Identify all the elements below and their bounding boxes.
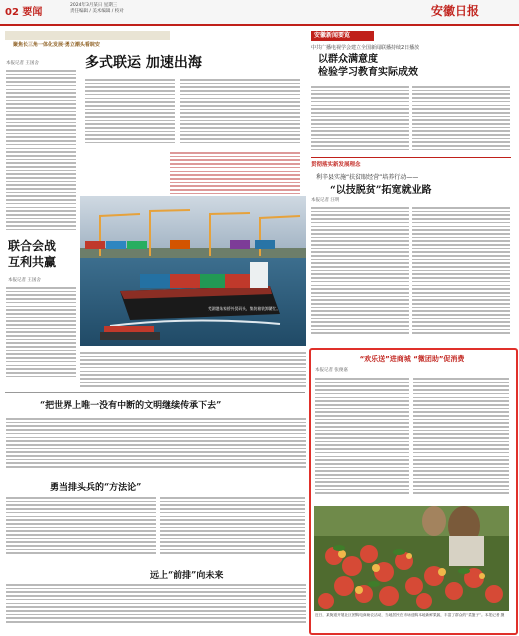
right-top-headline: 以群众满意度 检验学习教育实际成效 bbox=[318, 54, 418, 78]
page-number: 02 要闻 bbox=[5, 7, 43, 18]
masthead-bar bbox=[0, 0, 519, 26]
fruit-photo-caption: 近日，某街道开展社区团购电商助农活动，当地居民在市场选购本地新鲜果蔬，丰富了群众的“菜篮子”。本报记者 摄 bbox=[315, 613, 505, 617]
date-line: 2024年3月某日 星期三 责任编辑 / 美术编辑 / 校对 bbox=[70, 3, 124, 14]
bottom-headline-2: 远上“前排”向未来 bbox=[150, 571, 224, 581]
main-story-col2 bbox=[85, 77, 175, 147]
sub-byline-1: 本报记者 王国舍 bbox=[8, 278, 41, 283]
right-mid-byline: 本报记者 汪明 bbox=[311, 198, 340, 203]
main-story-column bbox=[6, 68, 76, 238]
quote-block bbox=[170, 150, 300, 198]
right-brief-item: 中共广播电视学会建立全国新闻联播持续2日播放 bbox=[311, 45, 420, 51]
top-banner: 聚焦长三角一体化发展·勇立潮头看皖安 bbox=[5, 31, 170, 40]
featured-byline: 本报记者 张俊嘉 bbox=[315, 368, 348, 373]
featured-col2 bbox=[413, 376, 509, 504]
main-headline: 多式联运 加速出海 bbox=[85, 55, 202, 71]
fruit-market-photo bbox=[314, 506, 509, 611]
right-mid-headline: “以技脱贫”拓宽就业路 bbox=[330, 185, 432, 196]
featured-col1 bbox=[315, 376, 409, 504]
main-story-col3 bbox=[180, 77, 300, 147]
main-byline: 本报记者 王国舍 bbox=[6, 61, 39, 66]
right-section-label: 安徽新闻要览 bbox=[311, 31, 374, 41]
bottom-left-tail bbox=[6, 582, 306, 632]
port-photo bbox=[80, 196, 306, 346]
sub-story-1-col1 bbox=[6, 285, 76, 385]
mid-wide-headline: “把世界上唯一没有中断的文明继续传承下去” bbox=[40, 401, 222, 411]
mid-wide-cols bbox=[6, 416, 306, 476]
bottom-left-col1 bbox=[6, 495, 156, 565]
right-mid-col1 bbox=[311, 205, 409, 343]
bottom-headline-1: 勇当排头兵的“方法论” bbox=[50, 483, 142, 493]
sub-headline-1: 联合会战 互利共赢 bbox=[8, 239, 57, 269]
featured-headline: “欢乐送”进商城 “微团助”促消费 bbox=[359, 355, 465, 363]
right-mid-col2 bbox=[412, 205, 510, 343]
right-top-col2 bbox=[412, 84, 510, 154]
newspaper-logo: 安徽日报 bbox=[430, 4, 479, 18]
right-mid-label: 贯彻落实新发展理念 bbox=[311, 162, 361, 168]
bottom-left-col2 bbox=[160, 495, 305, 565]
sub-story-1-cols bbox=[80, 350, 306, 392]
right-top-col1 bbox=[311, 84, 409, 154]
photo-caption: 芜湖港朱家桥外贸码头，集装箱装卸繁忙。 bbox=[208, 306, 281, 311]
right-mid-kicker: 利辛县实施“扶贫眼经营”培养行动—— bbox=[316, 174, 419, 181]
